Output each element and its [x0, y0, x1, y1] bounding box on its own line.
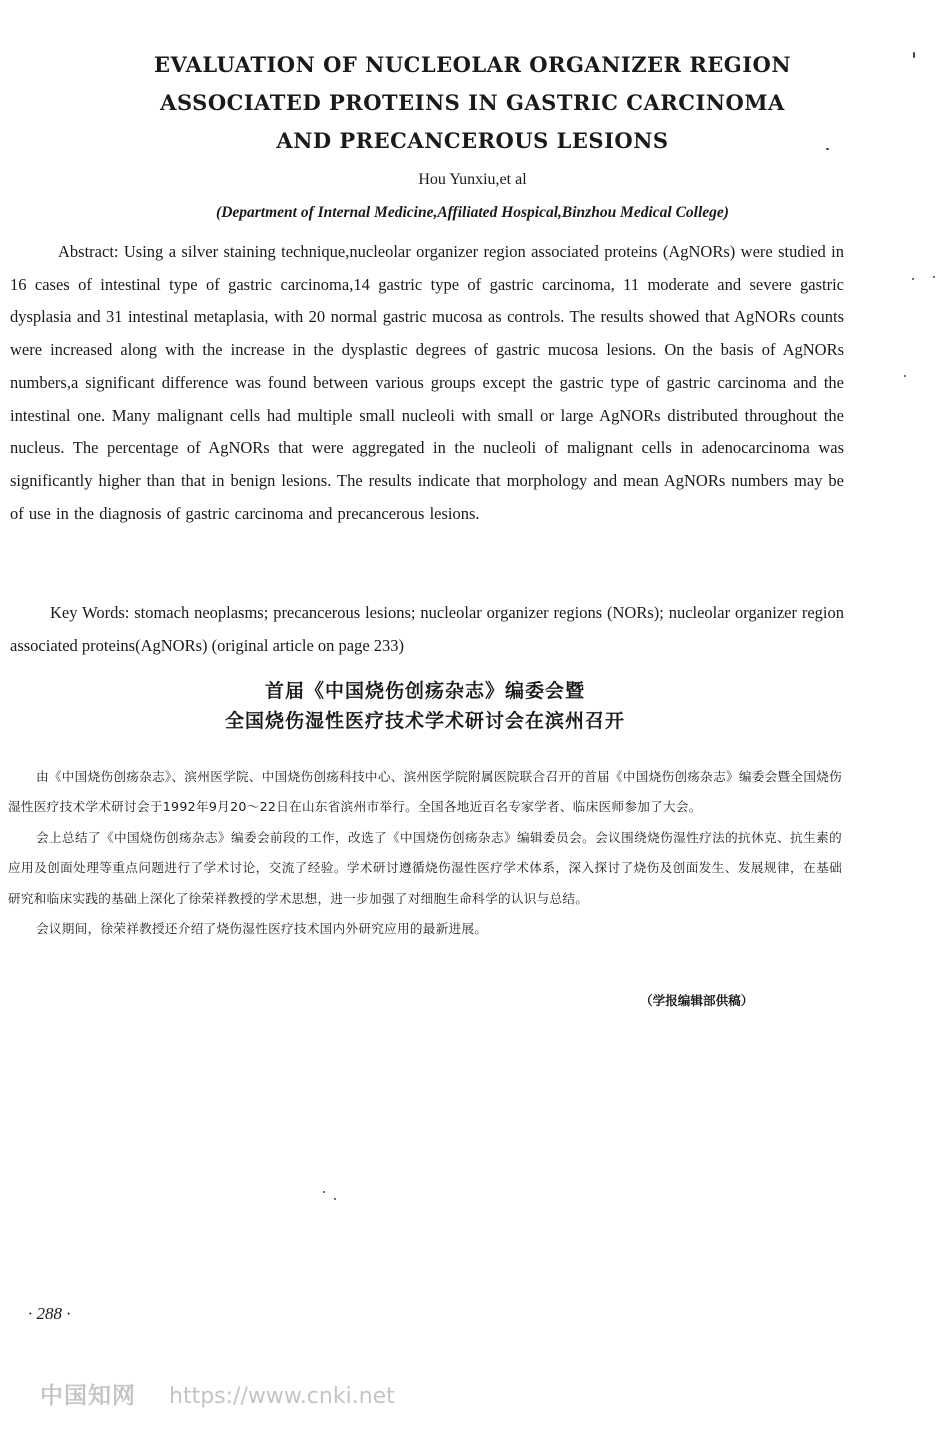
cnki-logo-text: 中国知网: [40, 1383, 136, 1409]
scan-speck: [912, 278, 914, 280]
article-author: Hou Yunxiu,et al: [418, 171, 527, 188]
notice-title-line-1: 首届《中国烧伤创疡杂志》编委会暨: [264, 680, 585, 702]
notice-body: [8, 762, 842, 944]
cnki-url: https://www.cnki.net: [169, 1384, 395, 1409]
notice-credit: （学报编辑部供稿）: [640, 993, 754, 1008]
scan-speck: [933, 276, 935, 278]
article-title: [0, 46, 945, 160]
article-affiliation: (Department of Internal Medicine,Affiliated Hospical,Binzhou Medical College): [216, 204, 729, 221]
notice-paragraph-2: 会上总结了《中国烧伤创疡杂志》编委会前段的工作，改选了《中国烧伤创疡杂志》编辑委员会。会议围绕烧伤湿性疗法的抗休克、抗生素的应用及创面处理等重点问题进行了学术讨论，交流了经验。学术研讨遵循烧伤湿性医疗学术体系，深入探讨了烧伤及创面发生、发展规律，在基础研究和临床实践的基础上深化了徐荣祥教授的学术思想，进一步加强了对细胞生命科学的认识与总结。: [8, 829, 842, 906]
scan-speck: [826, 148, 829, 150]
article-title-line-1: EVALUATION OF NUCLEOLAR ORGANIZER REGION: [153, 52, 792, 77]
scan-speck: [323, 1191, 325, 1193]
scan-speck: [334, 1198, 336, 1200]
article-keywords: Key Words: stomach neoplasms; precancerous lesions; nucleolar organizer regions (NORs); nucleolar organizer region associated proteins(AgNORs) (original article on page 233): [10, 603, 844, 655]
article-abstract: Abstract: Using a silver staining technique,nucleolar organizer region associated proteins (AgNORs) were studied in 16 cases of intestinal type of gastric carcinoma,14 gastric type of gastric carcinoma, 11 moderate and severe gastric dysplasia and 31 intestinal metaplasia, with 20 normal gastric mucosa as controls. The results showed that AgNORs counts were increased along with the increase in the dysplastic degrees of gastric mucosa lesions. On the basis of AgNORs numbers,a significant difference was found between various groups except the gastric type of gastric carcinoma and the intestinal one. Many malignant cells had multiple small nucleoli with small or large AgNORs distributed throughout the nucleus. The percentage of AgNORs that were aggregated in the nucleoli of malignant cells in adenocarcinoma was significantly higher than that in benign lesions. The results indicate that morphology and mean AgNORs numbers may be of use in the diagnosis of gastric carcinoma and precancerous lesions.: [10, 242, 844, 523]
scan-speck: [904, 375, 906, 377]
notice-paragraph-1: 由《中国烧伤创疡杂志》、滨州医学院、中国烧伤创疡科技中心、滨州医学院附属医院联合召开的首届《中国烧伤创疡杂志》编委会暨全国烧伤湿性医疗技术学术研讨会于1992年9月20～22日在山东省滨州市举行。全国各地近百名专家学者、临床医师参加了大会。: [8, 769, 843, 815]
article-title-line-2: ASSOCIATED PROTEINS IN GASTRIC CARCINOMA: [160, 90, 785, 115]
notice-title-line-2: 全国烧伤湿性医疗技术学术研讨会在滨州召开: [224, 710, 625, 732]
notice-title: [0, 676, 850, 736]
article-title-line-3: AND PRECANCEROUS LESIONS: [276, 128, 669, 153]
cnki-watermark: [40, 1377, 395, 1410]
notice-paragraph-3: 会议期间，徐荣祥教授还介绍了烧伤湿性医疗技术国内外研究应用的最新进展。: [36, 921, 488, 937]
scan-speck: [913, 52, 915, 58]
page-number: · 288 ·: [28, 1304, 71, 1323]
